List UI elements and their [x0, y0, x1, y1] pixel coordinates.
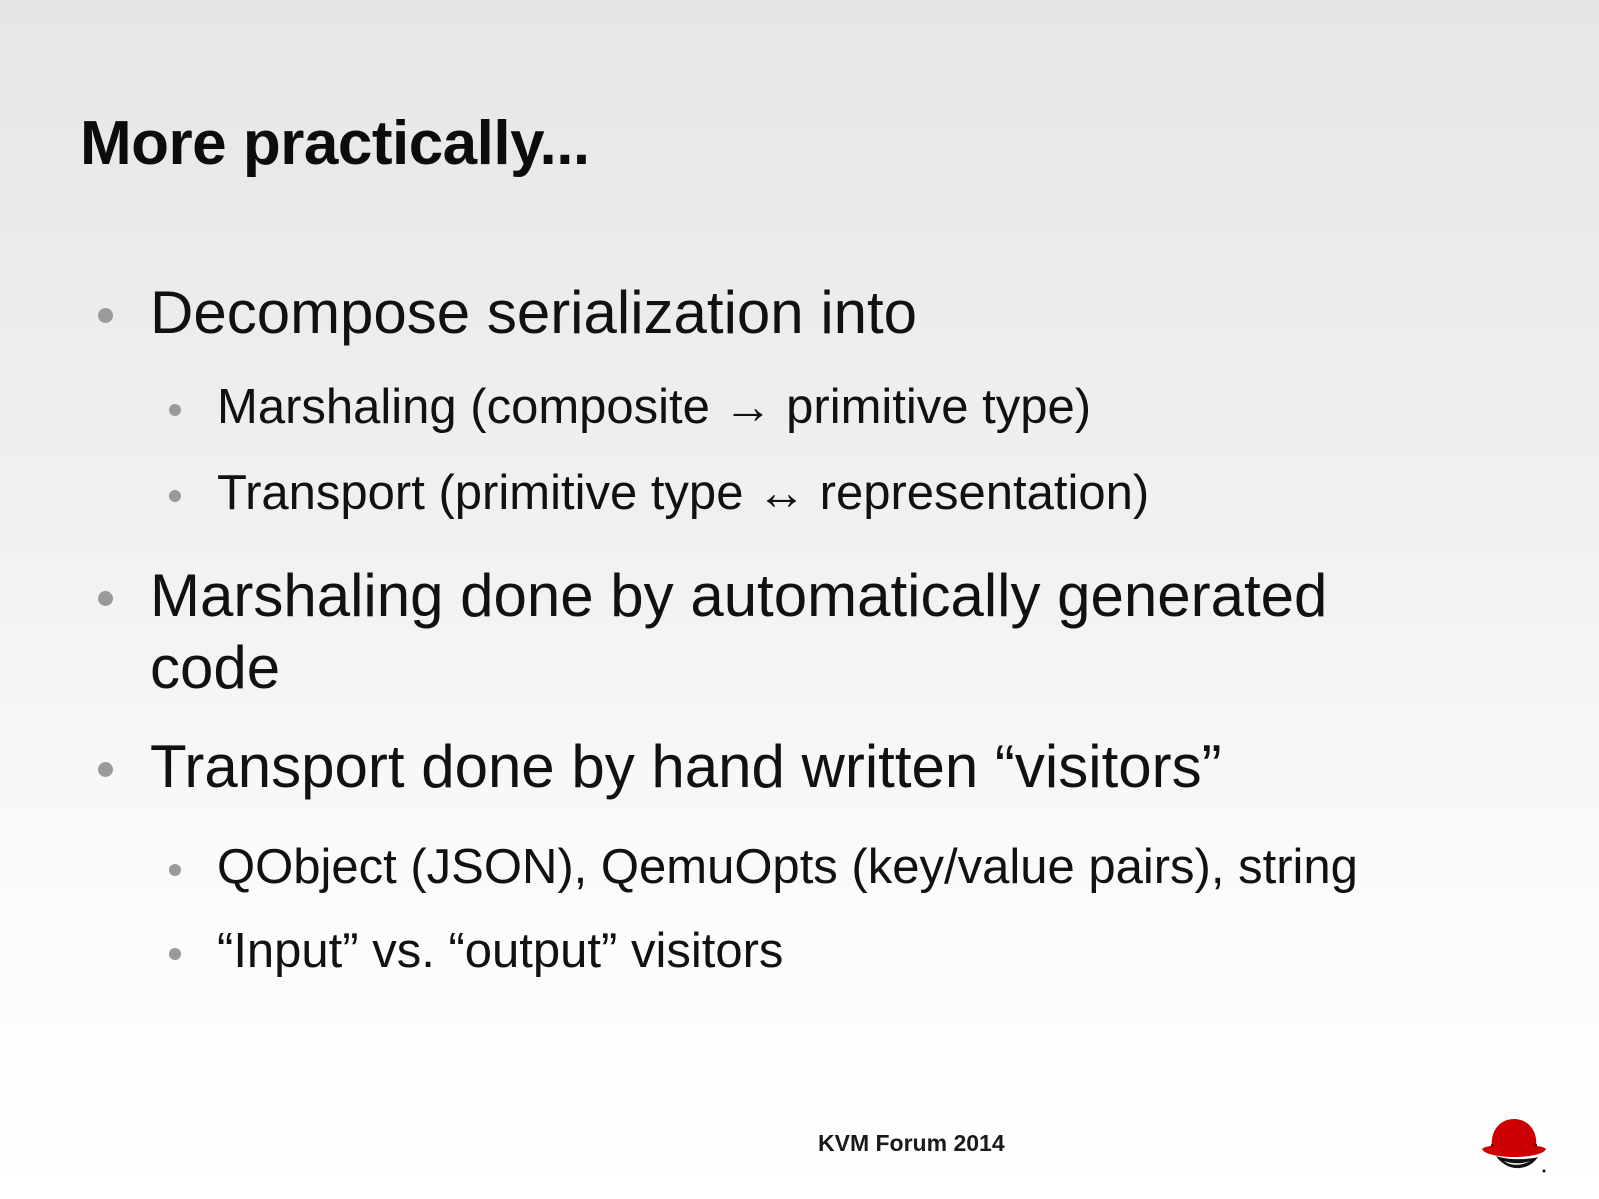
bullet-dot-icon — [169, 490, 181, 502]
bullet-dot-icon — [98, 591, 113, 606]
bullet-dot-icon — [169, 864, 181, 876]
bullet-item — [150, 277, 917, 349]
sub-bullet-item — [217, 921, 783, 981]
bullet-text: Transport done by hand written “visitors” — [150, 733, 1222, 800]
bullet-dot-icon — [98, 762, 113, 777]
bullet-dot-icon — [169, 404, 181, 416]
bullet-dot-icon — [169, 948, 181, 960]
bullet-item — [150, 560, 1327, 704]
sub-bullet-item — [217, 837, 1358, 897]
sub-bullet-text: QObject (JSON), QemuOpts (key/value pairs), string — [217, 840, 1358, 894]
bullet-dot-icon — [98, 308, 113, 323]
bullet-text-line1: Marshaling done by automatically generated — [150, 562, 1328, 629]
sub-bullet-item — [217, 377, 1091, 437]
bullet-text-line2: code — [150, 634, 281, 701]
sub-bullet-text: Marshaling (composite → primitive type) — [217, 380, 1092, 434]
slide-title: More practically... — [80, 109, 590, 178]
bullet-text: Decompose serialization into — [150, 279, 918, 346]
sub-bullet-item — [217, 463, 1149, 523]
footer-text: KVM Forum 2014 — [818, 1130, 1005, 1156]
sub-bullet-text: Transport (primitive type ↔ representation) — [217, 466, 1150, 520]
sub-bullet-text: “Input” vs. “output” visitors — [217, 924, 784, 978]
red-hat-shadowman-icon — [1478, 1113, 1550, 1175]
bullet-item — [150, 731, 1222, 803]
